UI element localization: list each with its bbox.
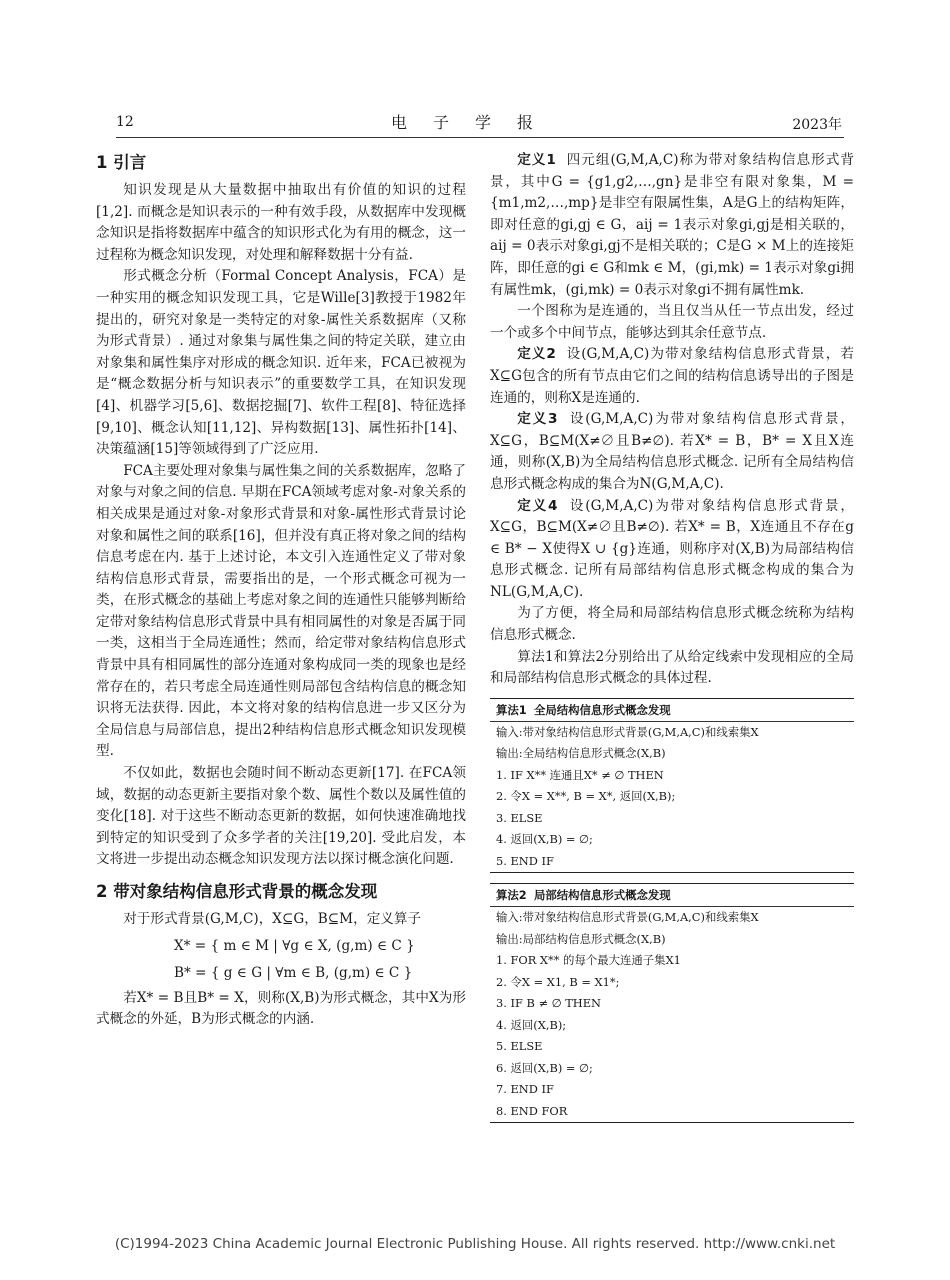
algorithm-1-line: 2. 令X = X**, B = X*, 返回(X,B); [496, 789, 676, 804]
definition-3-text: 设(G,M,A,C)为带对象结构信息形式背景，X⊆G，B⊆M(X≠∅且B≠∅). 若X* = B，B* = X且X连通，则称(X,B)为全局结构信息形式概念. 记所有全局结构信息形式概念构成的集合为N(G,M,A,C). [490, 411, 854, 492]
formula-x-star: X* = { m ∈ M | ∀g ∈ X, (g,m) ∈ C } [174, 937, 415, 954]
algorithm-intro: 算法1和算法2分别给出了从给定线索中发现相应的全局和局部结构信息形式概念的具体过程. [490, 648, 854, 687]
definition-4-label: 定义4 [517, 497, 558, 514]
definition-3-label: 定义3 [517, 411, 558, 428]
operator-intro: 对于形式背景(G,M,C)，X⊆G，B⊆M，定义算子 [123, 911, 422, 927]
definition-2-text: 设(G,M,A,C)为带对象结构信息形式背景，若X⊆G包含的所有节点由它们之间的结构信息诱导出的子图是连通的，则称X是连通的. [490, 346, 854, 406]
page-number: 12 [116, 114, 134, 130]
algorithm-2-line: 7. END IF [496, 1082, 554, 1097]
definition-1 [490, 150, 854, 301]
algorithm-2-title [490, 884, 854, 907]
formula-b-star: B* = { g ∈ G | ∀m ∈ B, (g,m) ∈ C } [174, 964, 413, 981]
algorithm-2-line: 1. FOR X** 的每个最大连通子集X1 [496, 953, 681, 968]
algorithm-2-line: 5. ELSE [496, 1039, 543, 1054]
algorithm-1-title [490, 699, 854, 722]
unify-note: 为了方便，将全局和局部结构信息形式概念统称为结构信息形式概念. [490, 605, 854, 644]
definition-4 [490, 496, 854, 604]
header-rule [116, 137, 844, 138]
algorithm-2-line: 6. 返回(X,B) = ∅; [496, 1060, 593, 1075]
algorithm-2-line: 4. 返回(X,B); [496, 1017, 567, 1032]
definition-1-text: 四元组(G,M,A,C)称为带对象结构信息形式背景，其中G = {g1,g2,…,gn}是非空有限对象集，M = {m1,m2,…,mp}是非空有限属性集，A是G上的结构矩阵，即对任意的gi,gj ∈ G，aij = 1表示对象gi,gj是相关联的，aij = 0表示对象gi,gj不是相关联的；C是G × M上的连接矩阵，即任意的gi ∈ G和mk ∈ M，(gi,mk) = 1表示对象gi拥有属性mk，(gi,mk) = 0表示对象gi不拥有属性mk. [490, 152, 854, 298]
algorithm-1-line: 5. END IF [496, 853, 554, 868]
intro-paragraph-3: FCA主要处理对象集与属性集之间的关系数据库，忽略了对象与对象之间的信息. 早期在FCA领域考虑对象-对象关系的相关成果是通过对象-对象形式背景和对象-属性形式背景讨论对象和属性之间的联系[16]，但并没有真正将对象之间的结构信息考虑在内. 基于上述讨论，本文引入连通性定义了带对象结构信息形式背景，需要指出的是，一个形式概念可视为一类，在形式概念的基础上考虑对象之间的连通性只能够判断给定带对象结构信息形式背景中具有相同属性的对象是否属于同一类，这相当于全局连通性；然而，给定带对象结构信息形式背景中具有相同属性的部分连通对象构成同一类的现象也是经常存在的，若只考虑全局连通性则局部包含结构信息的概念知识将无法获得. 因此，本文将对象的结构信息进一步又区分为全局信息与局部信息，提出2种结构信息形式概念知识发现模型. [96, 462, 466, 760]
algorithm-1-name: 全局结构信息形式概念发现 [533, 702, 671, 717]
algorithm-2-line: 3. IF B ≠ ∅ THEN [496, 996, 602, 1011]
intro-paragraph-1: 知识发现是从大量数据中抽取出有价值的知识的过程[1,2]. 而概念是知识表示的一种有效手段，从数据库中发现概念知识是指将数据库中蕴含的知识形式化为有用的概念，这一过程称为概念知识发现，对处理和解释数据十分有益. [96, 182, 466, 263]
algorithm-1-line: 1. IF X** 连通且X* ≠ ∅ THEN [496, 767, 664, 782]
algorithm-2-line: 输出:局部结构信息形式概念(X,B) [496, 931, 666, 946]
formal-concept-definition: 若X* = B且B* = X，则称(X,B)为形式概念，其中X为形式概念的外延，B为形式概念的内涵. [96, 989, 466, 1028]
definition-3 [490, 409, 854, 495]
issue-year: 2023年 [792, 117, 842, 133]
algorithm-2-line: 输入:带对象结构信息形式背景(G,M,A,C)和线索集X [496, 910, 759, 925]
page-header [0, 106, 950, 136]
left-column [96, 150, 466, 1031]
algorithm-1-line: 输入:带对象结构信息形式背景(G,M,A,C)和线索集X [496, 724, 759, 739]
definition-2-label: 定义2 [517, 346, 556, 363]
copyright-footer: (C)1994-2023 China Academic Journal Electronic Publishing House. All rights reserved. http://www.cnki.net [114, 1236, 836, 1252]
algorithm-2-box [490, 883, 854, 1123]
intro-paragraph-4: 不仅如此，数据也会随时间不断动态更新[17]. 在FCA领域，数据的动态更新主要指对象个数、属性个数以及属性值的变化[18]. 对于这些不断动态更新的数据，如何快速准确地找到特定的知识受到了众多学者的关注[19,20]. 受此启发，本文将进一步提出动态概念知识发现方法以探讨概念演化问题. [96, 765, 466, 868]
section-2-heading: 2 带对象结构信息形式背景的概念发现 [96, 882, 378, 901]
definition-4-text: 设(G,M,A,C)为带对象结构信息形式背景，X⊆G，B⊆M(X≠∅且B≠∅). 若X* = B，X连通且不存在g ∈ B* − X使得X ∪ {g}连通，则称序对(X,B)为局部结构信息形式概念. 记所有局部结构信息形式概念构成的集合为NL(G,M,A,C). [490, 497, 854, 600]
algorithm-2-name: 局部结构信息形式概念发现 [533, 888, 671, 903]
section-1-heading: 1 引言 [96, 153, 147, 172]
algorithm-2-line: 8. END FOR [496, 1103, 568, 1118]
connected-graph-note: 一个图称为是连通的，当且仅当从任一节点出发，经过一个或多个中间节点，能够达到其余任意节点. [490, 303, 854, 341]
algorithm-1-line: 3. ELSE [496, 810, 543, 825]
algorithm-1-box [490, 698, 854, 874]
algorithm-2-label: 算法2 [496, 888, 527, 903]
definition-2 [490, 344, 854, 409]
right-column [490, 150, 854, 1123]
algorithm-1-line: 输出:全局结构信息形式概念(X,B) [496, 746, 666, 761]
algorithm-1-label: 算法1 [496, 702, 527, 717]
definition-1-label: 定义1 [517, 152, 556, 168]
algorithm-1-line: 4. 返回(X,B) = ∅; [496, 832, 593, 847]
journal-title: 电子学报 [390, 113, 559, 132]
algorithm-2-line: 2. 令X = X1, B = X1*; [496, 974, 620, 989]
intro-paragraph-2: 形式概念分析（Formal Concept Analysis，FCA）是一种实用的概念知识发现工具，它是Wille[3]教授于1982年提出的，研究对象是一类特定的对象-属性关系数据库（又称为形式背景）. 通过对象集与属性集之间的特定关联，建立由对象集和属性集序对形成的概念知识. 近年来，FCA已被视为是“概念数据分析与知识表示”的重要数学工具，在知识发现[4]、机器学习[5,6]、数据挖掘[7]、软件工程[8]、特征选择[9,10]、概念认知[11,12]、异构数据[13]、属性拓扑[14]、决策蕴涵[15]等领域得到了广泛应用. [96, 268, 466, 458]
